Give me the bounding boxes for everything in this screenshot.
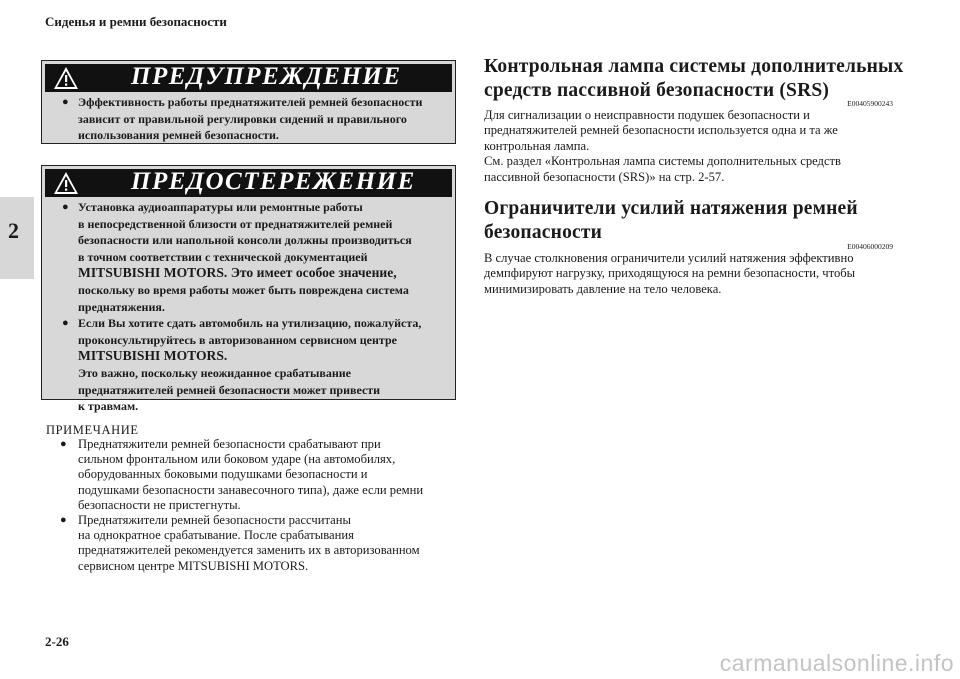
- note-item: ● Преднатяжители ремней безопасности срабатывают при сильном фронтальном или боковом ударе (на автомобилях, оборудованных боковыми подушками безопасности и подушками безопасности занавесочного типа), даже если ремни безопасности не пристегнуты.: [60, 437, 424, 512]
- caution-box: [41, 165, 456, 414]
- warning-header: [45, 64, 452, 92]
- section-code: E00405900243: [847, 99, 893, 108]
- section-heading-load-limiters: Ограничители усилий натяжения ремней безопасности: [484, 198, 858, 243]
- page-number: 2-26: [45, 634, 69, 649]
- warning-triangle-icon: [53, 66, 79, 90]
- caution-item: ● Если Вы хотите сдать автомобиль на утилизацию, пожалуйста, проконсультируйтесь в авторизованном сервисном центре MITSUBISHI MOTORS. Это важно, поскольку неожиданное срабатывание преднатяжителей ремней безопасности может привести к травмам.: [62, 316, 422, 414]
- bullet-icon: ●: [60, 438, 67, 450]
- caution-title: ПРЕДОСТЕРЕЖЕНИЕ: [131, 168, 416, 195]
- section-heading-srs-lamp: Контрольная лампа системы дополнительных средств пассивной безопасности (SRS): [484, 56, 904, 101]
- note-list: [62, 437, 462, 574]
- bullet-icon: ●: [62, 317, 69, 330]
- bullet-icon: ●: [62, 96, 69, 108]
- caution-list: [60, 199, 447, 415]
- warning-box: [41, 60, 456, 144]
- caution-header: [45, 169, 452, 197]
- warning-triangle-icon: [53, 171, 79, 195]
- bullet-icon: ●: [60, 514, 67, 527]
- warning-item: ● Эффективность работы преднатяжителей ремней безопасности зависит от правильной регулировки сидений и правильного использования ремней безопасности.: [62, 95, 423, 143]
- section-body-srs-lamp: Для сигнализации о неисправности подушек безопасности и преднатяжителей ремней безопасности используется одна и та же контрольная лампа. См. раздел «Контрольная лампа системы дополнительных средств пассивной безопасности (SRS)» на стр. 2-57.: [484, 108, 841, 184]
- section-body-load-limiters: В случае столкновения ограничители усилий натяжения эффективно демпфируют нагрузку, приходящуюся на ремни безопасности, чтобы минимизировать давление на тело человека.: [484, 251, 856, 296]
- note-label: ПРИМЕЧАНИЕ: [46, 423, 139, 437]
- section-code: E00406000209: [847, 242, 893, 251]
- note-item: ● Преднатяжители ремней безопасности рассчитаны на однократное срабатывание. После срабатывания преднатяжителей рекомендуется заменить их в авторизованном сервисном центре MITSUBISHI MOTORS.: [60, 513, 420, 573]
- caution-item: ● Установка аудиоаппаратуры или ремонтные работы в непосредственной близости от преднатяжителей ремней безопасности или напольной консоли должны производиться в точном соответствии с технической документацией MITSUBISHI MOTORS. Это имеет особое значение, поскольку во время работы может быть повреждена система преднатяжения.: [62, 200, 412, 314]
- warning-list: [60, 94, 447, 144]
- chapter-number: 2: [8, 218, 19, 243]
- running-header: Сиденья и ремни безопасности: [45, 14, 227, 29]
- bullet-icon: ●: [62, 201, 69, 213]
- watermark: carmanualsonline.info: [719, 650, 954, 676]
- warning-title: ПРЕДУПРЕЖДЕНИЕ: [131, 63, 402, 90]
